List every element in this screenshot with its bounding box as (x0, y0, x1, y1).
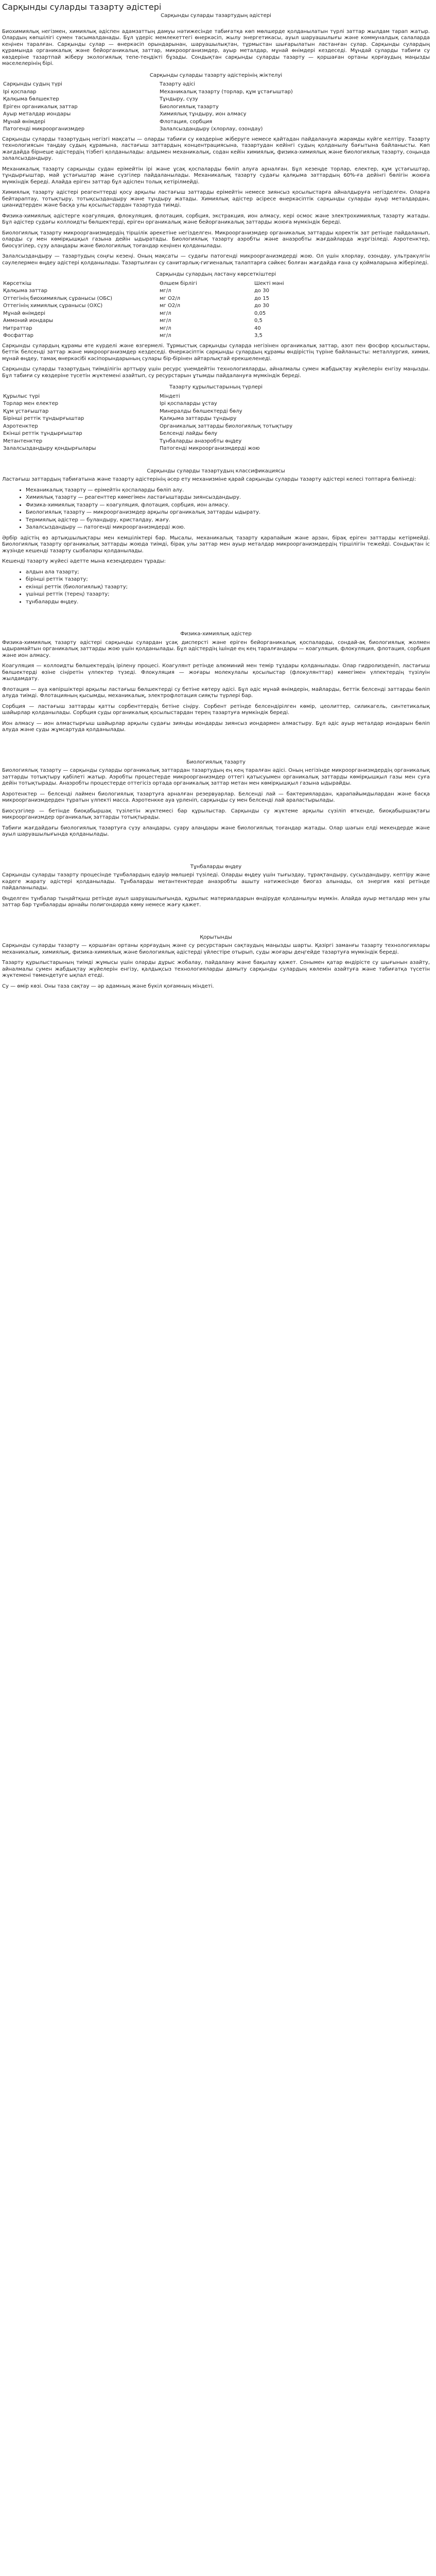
table-row (2, 332, 348, 340)
table-cell: до 30 (254, 288, 269, 294)
section-heading: Тұнбаларды өңдеу (190, 863, 242, 870)
table-cell: Торлар мен електер (3, 401, 59, 406)
table-cell: Аммоний иондары (3, 318, 54, 324)
table-row (2, 287, 348, 295)
table-header-row (2, 393, 346, 401)
paragraph: Биологиялық тазарту — сарқынды суларды органикалық заттардан тазартудың ең кең таралған әдісі. Оның негізінде микроорганизмдердің органикалық заттарды тотықтыру қабілеті жатыр. Аэробты процестерде микроорганизмдер оттегі қатысуымен органикалық заттарды көмірқышқыл газы мен суға дейін тотықтырады. Анаэробты процестерде оттегісіз ортада органикалық заттар метан мен көмірқышқыл газына ыдырайды. (2, 768, 430, 786)
paragraph: Ион алмасу — ион алмастырғыш шайырлар арқылы судағы зиянды иондарды зиянсыз иондармен алмастыру. Бұл әдіс ауыр металдар иондарын бөліп алуда және суды жұмсартуда қолданылады. (2, 720, 430, 733)
paragraph: Өңделген тұнбалар тыңайтқыш ретінде ауыл шаруашылығында, құрылыс материалдарын өндіруде қолданылуы мүмкін. Алайда ауыр металдар мен улы заттар бар тұнбаларды арнайы полигондарда көму немесе жағу қажет. (2, 895, 430, 908)
paragraph: Химиялық тазарту әдістері реагенттерді қосу арқылы ластағыш заттарды ерімейтін немесе зиянсыз қосылыстарға айналдыруға негізделген. Оларға бейтараптау, тотықтыру, тотықсыздандыру және тұндыру жатады. Химиялық әдістер әсіресе өнеркәсіптік сарқынды суларды ауыр металдардан, цианидтерден және басқа улы қосылыстардан тазартуда тиімді. (2, 190, 430, 208)
table-row (2, 89, 315, 96)
paragraph: Ластағыш заттардың табиғатына және тазарту әдістерінің әсер ету механизміне қарай сарқынды суларды тазарту әдістері келесі топтарға бөлінеді: (2, 477, 416, 482)
table-header-cell: Тазарту әдісі (160, 81, 196, 87)
document-page (0, 0, 432, 999)
table-header-cell: Міндеті (160, 393, 180, 399)
paragraph: Механикалық тазарту сарқынды судан ерімейтін ірі және ұсақ қоспаларды бөліп алуға арналған. Бұл кезеңде торлар, електер, құм ұстағыштар, тұндырғыштар, май ұстағыштар және сүзгілер пайдаланылады. Механикалық тазарту судағы қалқыма заттардың 60%-ға дейінгі бөлігін жоюға мүмкіндік береді. Алайда еріген заттар бұл әдіспен толық кетірілмейді. (2, 166, 430, 185)
table-row (2, 438, 346, 446)
table-row (2, 310, 348, 318)
paragraph: Биологиялық тазарту микроорганизмдердің тіршілік әрекетіне негізделген. Микроорганизмдер органикалық заттарды қоректік зат ретінде пайдаланып, оларды су мен көмірқышқыл газына дейін ыдыратады. Биологиялық тазарту аэробты және анаэробты жағдайларда жүргізіледі. Аэротенктер, биосүзгілер, сүзу алаңдары және биологиялық тоғандар кеңінен қолданылады. (2, 230, 430, 249)
indicators-table (2, 280, 348, 340)
table-cell: Оттегінің биохимиялық сұранысы (ОБС) (3, 295, 112, 301)
document-title: Сарқынды суларды тазарту әдістері (2, 2, 162, 12)
table-cell: Фосфаттар (3, 333, 34, 338)
list-item: • Химиялық тазарту — реагенттер көмегімен ластағыштарды зиянсыздандыру. (26, 495, 430, 501)
list-item: • Биологиялық тазарту — микроорганизмдер арқылы органикалық заттарды ыдырату. (26, 510, 430, 516)
table-cell: Минералды бөлшектерді бөлу (160, 408, 242, 414)
table-cell: мг О2/л (160, 303, 180, 309)
table-cell: Флотация, сорбция (160, 118, 213, 125)
table-cell: до 30 (254, 303, 269, 309)
table-row (2, 302, 348, 310)
paragraph: Әрбір әдістің өз артықшылықтары мен кемшіліктері бар. Мысалы, механикалық тазарту қарапайым және арзан, бірақ еріген заттарды кетірмейді. Биологиялық тазарту органикалық заттарды жоюда тиімді, бірақ улы заттар мен ауыр металдар микроорганизмдердің тіршілігін тежейді. Сондықтан іс жүзінде кешенді тазарту сызбалары қолданылады. (2, 535, 430, 554)
table-row (2, 408, 346, 416)
table-row (2, 118, 315, 126)
paragraph: Сарқынды суларды тазарту процесінде тұнбалардың едәуір мөлшері түзіледі. Оларды өңдеу үшін тығыздау, тұрақтандыру, сусыздандыру, кептіру және кәдеге жарату әдістері қолданылады. Тұнбаларды метантенктерде анаэробты ашыту нәтижесінде биогаз алынады, ол энергия көзі ретінде пайдаланылады. (2, 872, 430, 891)
table-header-row (2, 81, 315, 89)
paragraph: Тазарту құрылыстарының тиімді жұмысы үшін оларды дұрыс жобалау, пайдалану және бақылау қажет. Сонымен қатар өндірісте су шығынын азайту, айналмалы сумен жабдықтау жүйелерін енгізу, қалдықсыз технологияларды дамыту сарқынды сулардың көлемін азайтуға және табиғатқа түсетін жүктемені төмендетуге ықпал етеді. (2, 960, 430, 978)
table-header-cell: Өлшем бірлігі (160, 280, 197, 286)
table-cell: 0,5 (254, 318, 263, 324)
table-cell: мг/л (160, 288, 171, 294)
paragraph: Сарқынды суларды тазартудың негізгі мақсаты — оларды табиғи су көздеріне жіберуге немесе қайтадан пайдалануға жарамды күйге келтіру. Тазарту технологиясын таңдау судың құрамына, ластағыш заттардың концентрациясына, тазартудан кейінгі судың қолданылу бағытына байланысты. Көп жағдайда бірнеше әдістердің тізбегі қолданылады: алдымен механикалық, содан кейін химиялық, физика-химиялық және биологиялық тазарту, соңында залалсыздандыру. (2, 136, 430, 161)
table-row (2, 430, 346, 438)
table-cell: Белсенді лайды бөлу (160, 431, 218, 436)
table-row (2, 317, 348, 325)
table-header-cell: Сарқынды судың түрі (3, 81, 62, 87)
table-cell: Патогенді микроорганизмдерді жою (160, 446, 260, 451)
table-cell: до 15 (254, 295, 269, 301)
table-cell: Қалқыма заттар (3, 288, 47, 294)
paragraph: Сарқынды суларды тазарту — қоршаған ортаны қорғаудың және су ресурстарын сақтаудың маңызды шарты. Қазіргі заманғы тазарту технологиялары механикалық, химиялық, физика-химиялық және биологиялық әдістерді үйлестіре отырып, суды жоғары деңгейде тазартуға мүмкіндік береді. (2, 943, 430, 955)
table-cell: Еріген органикалық заттар (3, 104, 78, 110)
table-header-cell: Шекті мәні (254, 280, 284, 286)
list-item: • тұнбаларды өңдеу. (26, 599, 430, 606)
paragraph: Флотация — ауа көпіршіктері арқылы ластағыш бөлшектерді су бетіне көтеру әдісі. Бұл әдіс мұнай өнімдерін, майларды, беттік белсенді заттарды бөліп алуда тиімді. Флотацияның қысымды, механикалық, электрофлотация сияқты түрлері бар. (2, 686, 430, 699)
table-cell: мг/л (160, 310, 171, 316)
table-cell: Залалсыздандыру (хлорлау, озондау) (160, 126, 263, 132)
table-cell: Нитраттар (3, 325, 32, 331)
list-item: • Термиялық әдістер — буландыру, кристалдау, жағу. (26, 517, 430, 524)
table-cell: Оттегінің химиялық сұранысы (ОХС) (3, 303, 103, 309)
list-item: • екінші реттік (биологиялық) тазарту; (26, 584, 430, 591)
table-cell: 0,05 (254, 310, 266, 316)
table-cell: Биологиялық тазарту (160, 104, 219, 110)
table-cell: Қалқыма заттарды тұндыру (160, 416, 237, 421)
table-cell: Ауыр металдар иондары (3, 111, 71, 117)
paragraph: Сорбция — ластағыш заттарды қатты сорбенттердің бетіне сіңіру. Сорбент ретінде белсендірілген көмір, цеолиттер, силикагель, синтетикалық шайырлар қолданылады. Сорбция суды органикалық қосылыстардан терең тазартуға мүмкіндік береді. (2, 703, 430, 716)
table-cell: мг/л (160, 318, 171, 324)
paragraph: Сарқынды суларды тазартудың тиімділігін арттыру үшін ресурс үнемдейтін технологияларды, айналмалы сумен жабдықтау жүйелерін енгізу маңызды. Бұл табиғи су көздеріне түсетін жүктемені азайтып, су ресурстарын ұтымды пайдалануға мүмкіндік береді. (2, 366, 430, 379)
table-cell: Қалқыма бөлшектер (3, 96, 59, 102)
table-cell: Ірі қоспаларды ұстау (160, 401, 217, 406)
paragraph: Коагуляция — коллоидты бөлшектердің ірілену процесі. Коагулянт ретінде алюминий мен темір тұздары қолданылады. Олар гидролизденіп, ластағыш бөлшектерді өзіне сіңіретін үлпектер түзеді. Флокуляция — жоғары молекулалы қосылыстар (флокулянттар) көмегімен үлпектердің түзілуін жылдамдату. (2, 663, 430, 682)
table-cell: Механикалық тазарту (торлар, құм ұстағыштар) (160, 89, 293, 95)
table-row (2, 415, 346, 423)
table-cell: Құм ұстағыштар (3, 408, 49, 414)
paragraph: Кешенді тазарту жүйесі әдетте мына кезеңдерден тұрады: (2, 558, 166, 564)
table1-title: Сарқынды суларды тазарту әдістерінің жіктелуі (149, 72, 283, 78)
table-row (2, 96, 315, 104)
facilities-table (2, 393, 346, 453)
table-row (2, 111, 315, 118)
table-cell: 3,5 (254, 333, 263, 338)
list-item: • Механикалық тазарту — ерімейтін қоспаларды бөліп алу. (26, 487, 430, 494)
table-header-cell: Құрылыс түрі (3, 393, 40, 399)
table-cell: Тұнбаларды анаэробты өңдеу (160, 438, 242, 444)
table-cell: Мұнай өнімдері (3, 118, 46, 125)
table-cell: Патогенді микроорганизмдер (3, 126, 85, 132)
classification-table (2, 81, 315, 133)
table-cell: Залалсыздандыру қондырғылары (3, 446, 96, 451)
table2-title: Сарқынды сулардың ластану көрсеткіштері (155, 272, 276, 277)
paragraph: Аэротенктер — белсенді лаймен биологиялық тазартуға арналған резервуарлар. Белсенді лай — бактериялардан, қарапайымдылардан және басқа микроорганизмдерден тұратын үлпекті масса. Аэротенкке ауа үрленіп, сарқынды су мен белсенді лай араластырылады. (2, 791, 430, 803)
table-row (2, 400, 346, 408)
list-item: • бірінші реттік тазарту; (26, 577, 430, 583)
table3-title: Тазарту құрылыстарының түрлері (169, 384, 263, 390)
table-cell: Екінші реттік тұндырғыштар (3, 431, 82, 436)
section-heading: Биологиялық тазарту (186, 759, 246, 765)
table-cell: Тұндыру, сүзу (160, 96, 198, 102)
paragraph: Физика-химиялық әдістерге коагуляция, флокуляция, флотация, сорбция, экстракция, ион алмасу, кері осмос және электрохимиялық тазарту жатады. Бұл әдістер судағы коллоидты бөлшектерді, еріген органикалық және бейорганикалық заттарды жоюға мүмкіндік береді. (2, 213, 430, 225)
table-cell: мг О2/л (160, 295, 180, 301)
table-row (2, 104, 315, 111)
section-heading: Физика-химиялық әдістер (180, 631, 252, 637)
list-item: • алдын ала тазарту; (26, 569, 430, 576)
intro-paragraph: Биохимиялық негізмен, химиялық әдіспен адамзаттың дамуы нәтижесінде табиғатқа көп мөлшерде қолданылатын түрлі заттар жылдам тарап жатыр. Олардың көпшілігі сумен тасымалданады. Бұл үдеріс мемлекеттегі өнеркәсіп, жылу энергетикасы, ауыл шаруашылығы және коммуналдық салаларда кеңінен таралған. Сарқынды сулар — өнеркәсіп орындарынан, шаруашылықтан, тұрмыстан шығарылатын ластанған сулар. Сарқынды сулардың құрамында органикалық және бейорганикалық заттар, микроорганизмдер, ауыр металдар, мұнай өнімдері кездеседі. Мұндай суларды табиғи су көздеріне тазартпай жіберу экологиялық тепе-теңдікті бұзады. Сондықтан сарқынды суларды тазарту — қоршаған ортаны қорғаудың маңызды мәселелерінің бірі. (2, 28, 430, 66)
classification-list (26, 487, 430, 531)
table-row (2, 295, 348, 303)
paragraph: Табиғи жағдайдағы биологиялық тазартуға сүзу алаңдары, суару алаңдары және биологиялық тоғандар жатады. Олар шағын елді мекендерде және ауыл шаруашылығында қолданылады. (2, 825, 430, 837)
table-row (2, 445, 346, 453)
table-cell: Аэротенктер (3, 423, 38, 429)
table-cell: Органикалық заттарды биологиялық тотықтыру (160, 423, 293, 429)
list-item: • Физика-химиялық тазарту — коагуляция, флотация, сорбция, ион алмасу. (26, 502, 430, 509)
table-cell: мг/л (160, 325, 171, 331)
table-cell: Бірінші реттік тұндырғыштар (3, 416, 84, 421)
table-cell: Химиялық тұндыру, ион алмасу (160, 111, 247, 117)
table-cell: Мұнай өнімдері (3, 310, 46, 316)
table-row (2, 325, 348, 333)
list-item: • үшінші реттік (терең) тазарту; (26, 591, 430, 598)
list-item: • Залалсыздандыру — патогенді микроорганизмдерді жою. (26, 524, 430, 531)
paragraph: Су — өмір көзі. Оны таза сақтау — әр адамның және бүкіл қоғамның міндеті. (2, 983, 214, 989)
section-heading: Сарқынды суларды тазартудың классификациясы (147, 468, 285, 474)
table-cell: мг/л (160, 333, 171, 338)
paragraph: Биосүзгілер — бетінде биоқабыршақ түзілетін жүктемесі бар құрылыстар. Сарқынды су жүктеме арқылы сүзіліп өткенде, биоқабыршақтағы микроорганизмдер органикалық заттарды тотықтырады. (2, 808, 430, 820)
section-heading: Қорытынды (200, 934, 232, 940)
table-header-row (2, 280, 348, 288)
table-cell: Ірі қоспалар (3, 89, 37, 95)
table-row (2, 423, 346, 431)
table-cell: Метантенктер (3, 438, 43, 444)
document-subtitle: Сарқынды суларды тазартудың әдістері (161, 13, 271, 19)
table-cell: 40 (254, 325, 261, 331)
paragraph: Залалсыздандыру — тазартудың соңғы кезеңі. Оның мақсаты — судағы патогенді микроорганизмдерді жою. Ол үшін хлорлау, озондау, ультракүлгін сәулелермен өңдеу әдістері қолданылады. Тазартылған су санитарлық-гигиеналық талаптарға сәйкес болған жағдайда ғана су қоймаларына жіберіледі. (2, 253, 430, 266)
paragraph: Сарқынды сулардың құрамы өте күрделі және өзгермелі. Тұрмыстық сарқынды суларда негізінен органикалық заттар, азот пен фосфор қосылыстары, беттік белсенді заттар және микроорганизмдер кездеседі. Өнеркәсіптік сарқынды сулардың құрамы өндірістің түріне байланысты: металлургия, химия, мұнай өңдеу, тамақ өнеркәсібі кәсіпорындарының сулары бір-бірінен айтарлықтай ерекшеленеді. (2, 343, 430, 362)
table-header-cell: Көрсеткіш (3, 280, 32, 286)
stages-list (26, 569, 430, 606)
paragraph: Физика-химиялық тазарту әдістері сарқынды сулардан ұсақ дисперсті және еріген бейорганикалық қоспаларды, сондай-ақ биологиялық жолмен ыдырамайтын органикалық заттарды жою үшін қолданылады. Бұл әдістердің ішінде ең кең таралғандары — коагуляция, флокуляция, флотация, сорбция және ион алмасу. (2, 639, 430, 658)
table-row (2, 126, 315, 133)
